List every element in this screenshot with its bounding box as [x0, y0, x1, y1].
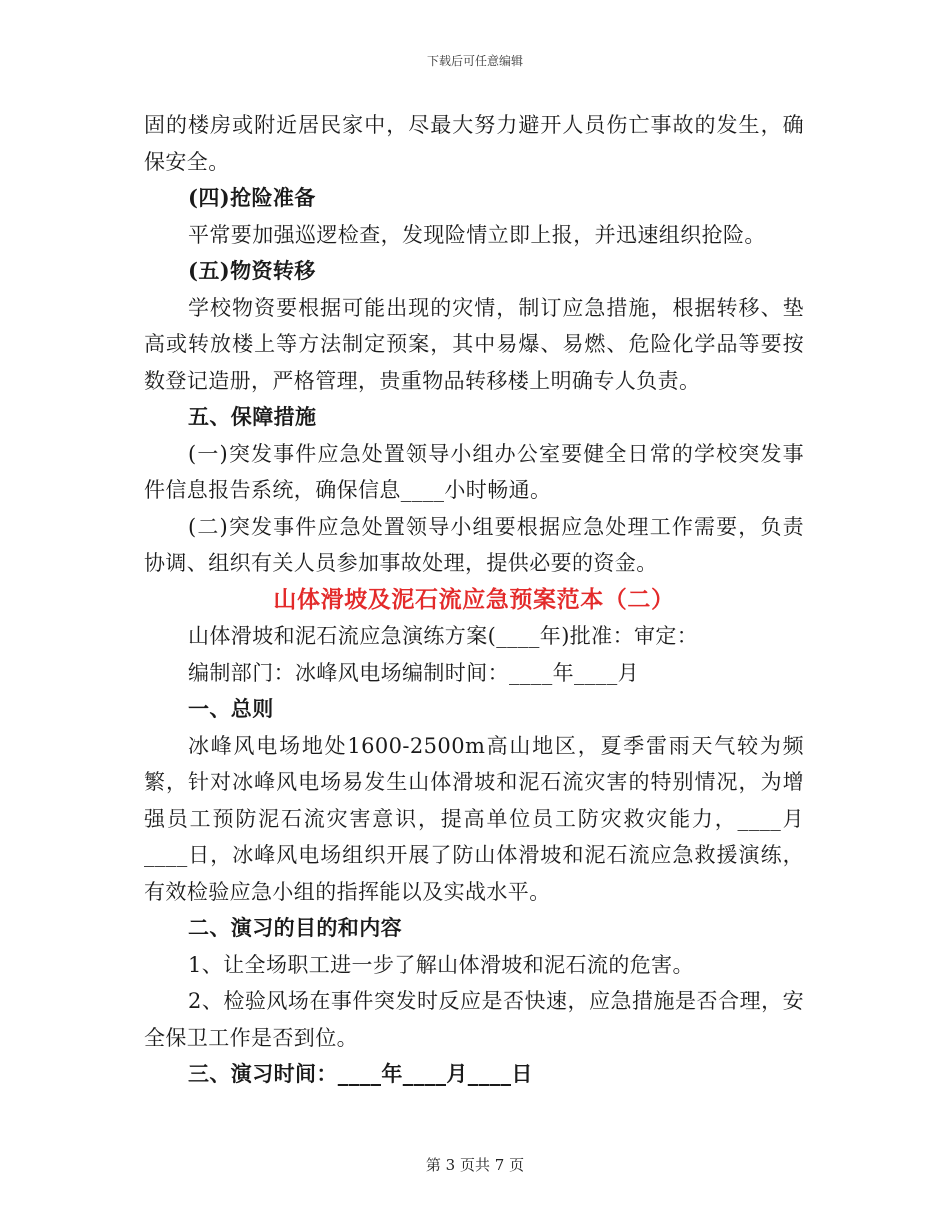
heading-drill-time: 三、演习时间：____年____月____日 [188, 1061, 533, 1086]
section-title: 山体滑坡及泥石流应急预案范本（二） [273, 585, 675, 613]
heading-rescue-prep: (四)抢险准备 [188, 185, 316, 210]
paragraph-general: 冰峰风电场地处1600-2500m高山地区，夏季雷雨天气较为频繁，针对冰峰风电场易发生山体滑坡和泥石流灾害的特别情况，为增强员工预防泥石流灾害意识，提高单位员工防灾救灾能力，____月____日，冰峰风电场组织开展了防山体滑坡和泥石流应急救援演练，有效检验应急小组的指挥能以及实战水平。 [144, 733, 804, 904]
document-body [144, 107, 804, 1093]
heading-material-transfer: (五)物资转移 [188, 258, 316, 283]
paragraph-shelter-continued: 固的楼房或附近居民家中，尽最大努力避开人员伤亡事故的发生，确保安全。 [144, 113, 804, 174]
paragraph-material-transfer: 学校物资要根据可能出现的灾情，制订应急措施，根据转移、垫高或转放楼上等方法制定预案，其中易爆、易燃、危险化学品等要按数登记造册，严格管理，贵重物品转移楼上明确专人负责。 [144, 295, 804, 393]
plan-approval-line: 山体滑坡和泥石流应急演练方案(____年)批准：审定： [188, 624, 699, 648]
page-footer: 第 3 页共 7 页 [425, 1156, 525, 1174]
paragraph-purpose-1: 1、让全场职工进一步了解山体滑坡和泥石流的危害。 [188, 952, 694, 977]
heading-safeguard-measures: 五、保障措施 [188, 404, 317, 429]
paragraph-safeguard-1: (一)突发事件应急处置领导小组办公室要健全日常的学校突发事件信息报告系统，确保信息____小时畅通。 [144, 441, 804, 502]
paragraph-purpose-2: 2、检验风场在事件突发时反应是否快速，应急措施是否合理，安全保卫工作是否到位。 [144, 989, 804, 1050]
heading-general: 一、总则 [188, 696, 274, 721]
paragraph-safeguard-2: (二)突发事件应急处置领导小组要根据应急处理工作需要，负责协调、组织有关人员参加事故处理，提供必要的资金。 [144, 514, 804, 575]
paragraph-rescue-prep: 平常要加强巡逻检查，发现险情立即上报，并迅速组织抢险。 [188, 222, 766, 247]
heading-drill-purpose: 二、演习的目的和内容 [188, 915, 402, 940]
compile-info-line: 编制部门：冰峰风电场编制时间：____年____月 [188, 660, 639, 685]
page-header: 下载后可任意编辑 [426, 54, 523, 68]
